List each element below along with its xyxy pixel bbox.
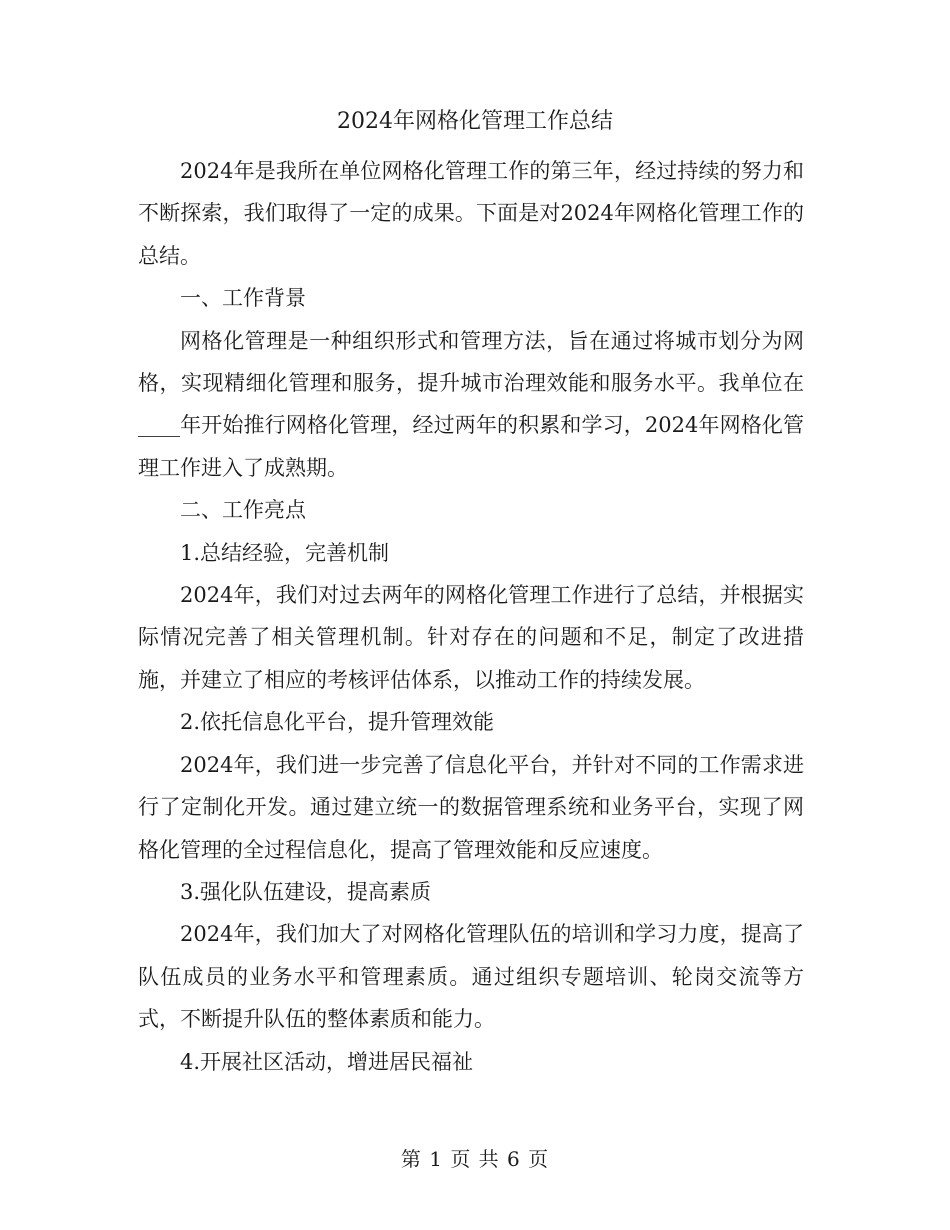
background-paragraph: 网格化管理是一种组织形式和管理方法，旨在通过将城市划分为网格，实现精细化管理和服务，提升城市治理效能和服务水平。我单位在____年开始推行网格化管理，经过两年的积累和学习，2024年网格化管理工作进入了成熟期。 bbox=[138, 328, 804, 480]
intro-paragraph: 2024年是我所在单位网格化管理工作的第三年，经过持续的努力和不断探索，我们取得了一定的成果。下面是对2024年网格化管理工作的总结。 bbox=[138, 159, 804, 268]
section-heading-highlights: 二、工作亮点 bbox=[180, 498, 306, 523]
subheading-3: 3.强化队伍建设，提高素质 bbox=[180, 879, 432, 904]
document-body bbox=[138, 150, 804, 1083]
subheading-4: 4.开展社区活动，增进居民福祉 bbox=[180, 1049, 474, 1074]
subheading-1: 1.总结经验，完善机制 bbox=[180, 540, 390, 565]
document-title: 2024年网格化管理工作总结 bbox=[337, 109, 613, 134]
subheading-2: 2.依托信息化平台，提升管理效能 bbox=[180, 710, 495, 735]
paragraph-3: 2024年，我们加大了对网格化管理队伍的培训和学习力度，提高了队伍成员的业务水平和管理素质。通过组织专题培训、轮岗交流等方式，不断提升队伍的整体素质和能力。 bbox=[138, 922, 804, 1032]
paragraph-2: 2024年，我们进一步完善了信息化平台，并针对不同的工作需求进行了定制化开发。通过建立统一的数据管理系统和业务平台，实现了网格化管理的全过程信息化，提高了管理效能和反应速度。 bbox=[138, 752, 804, 862]
page-number: 第 1 页 共 6 页 bbox=[400, 1147, 550, 1171]
section-heading-background: 一、工作背景 bbox=[180, 286, 306, 311]
paragraph-1: 2024年，我们对过去两年的网格化管理工作进行了总结，并根据实际情况完善了相关管理机制。针对存在的问题和不足，制定了改进措施，并建立了相应的考核评估体系，以推动工作的持续发展。 bbox=[138, 583, 804, 692]
